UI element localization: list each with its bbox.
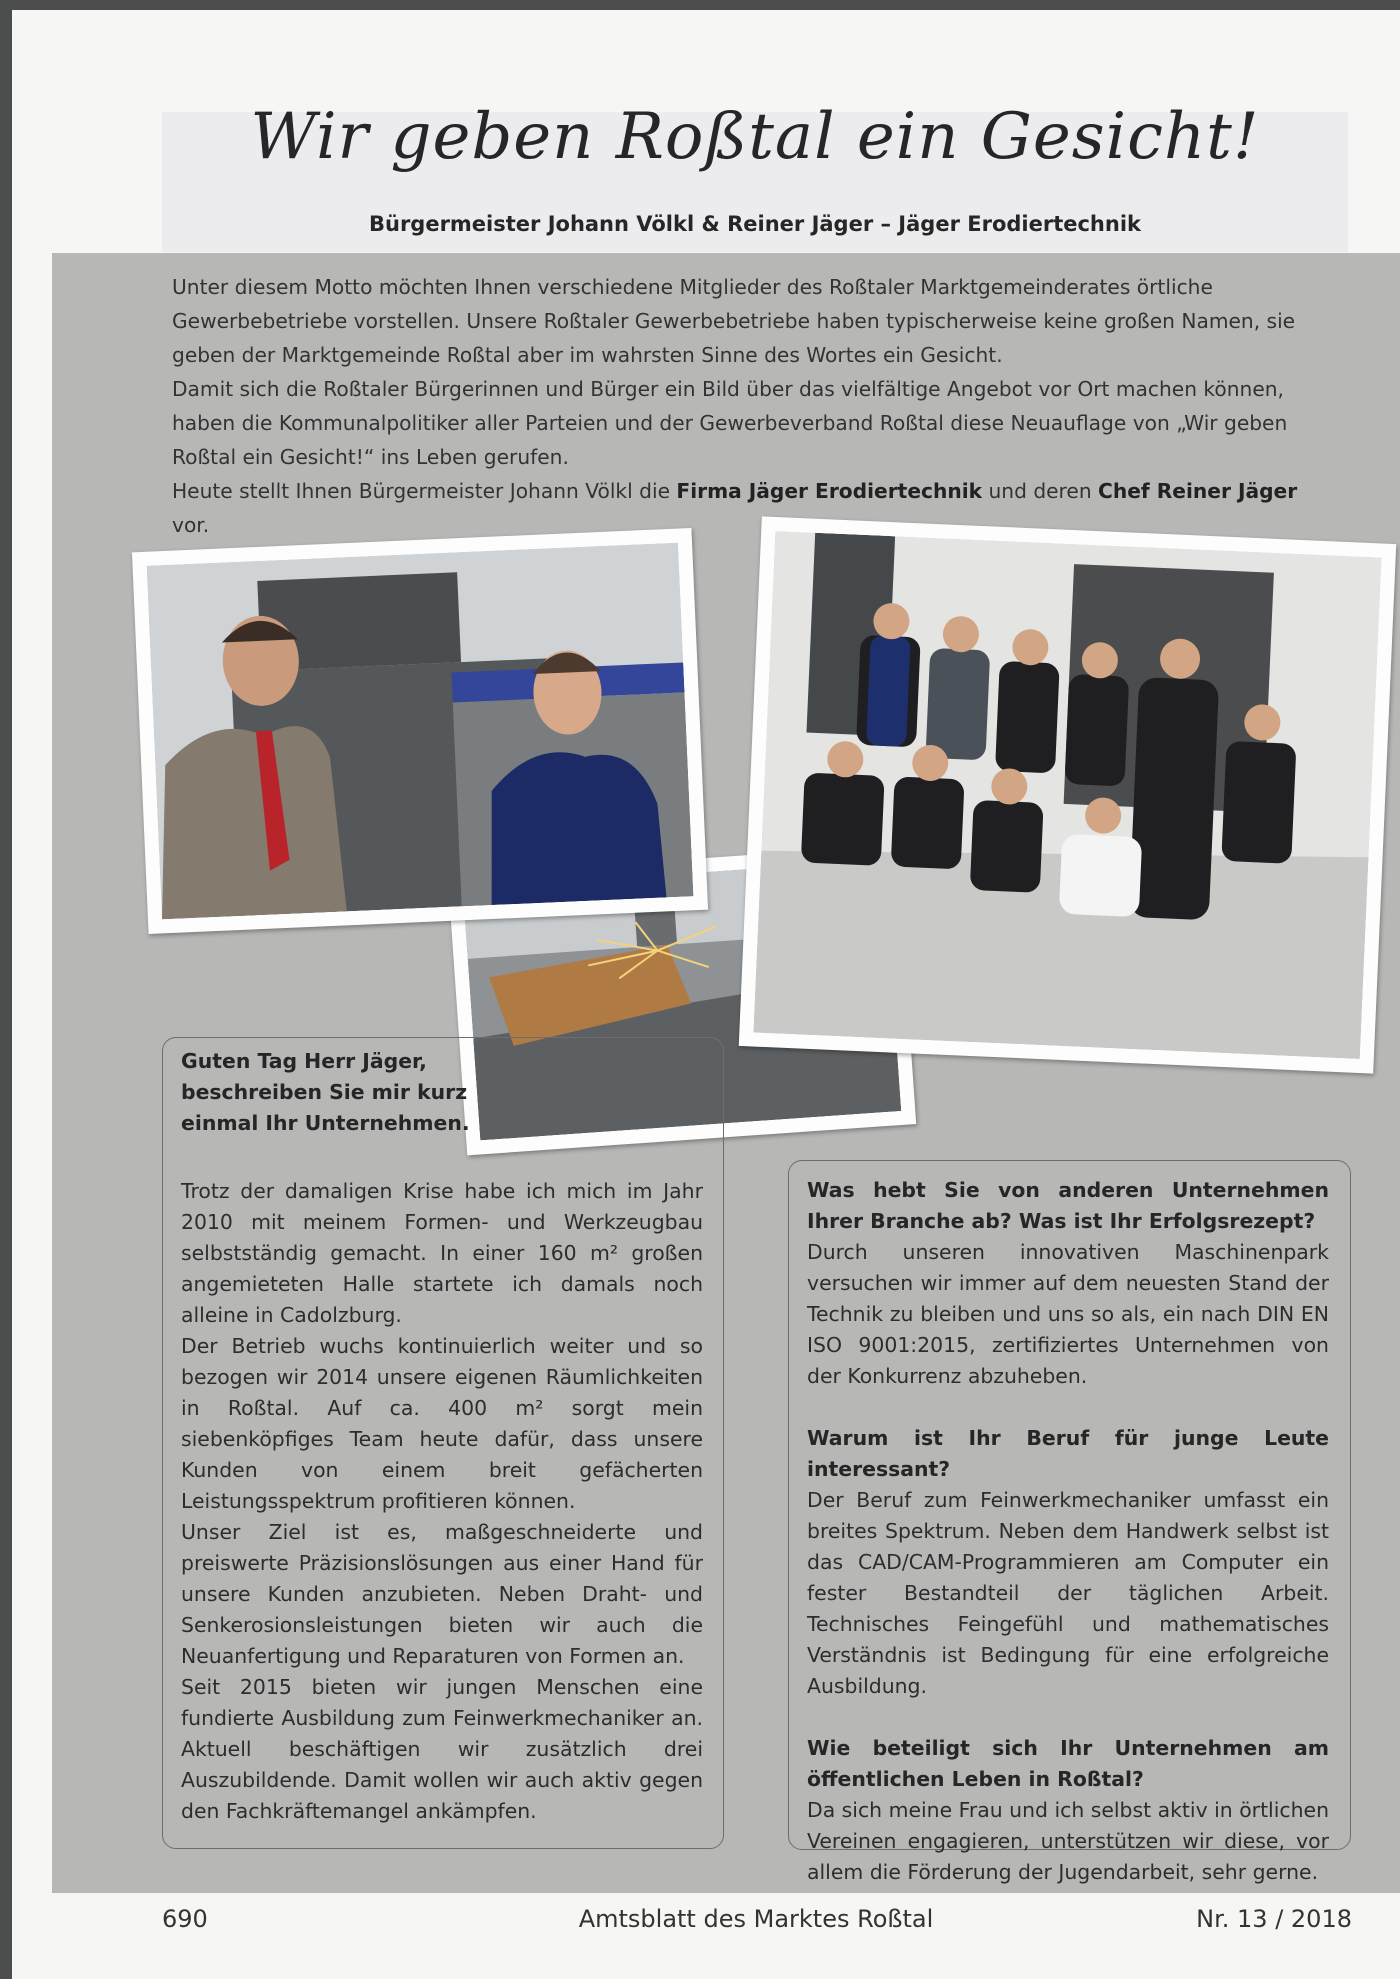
photo-mayor-and-owner bbox=[132, 528, 708, 934]
intro-paragraph-1: Unter diesem Motto möchten Ihnen verschiedene Mitglieder des Roßtaler Marktgemeinderates örtliche Gewerbebetriebe vorstellen. Unsere Roßtaler Gewerbebetriebe haben typischerweise keine großen Namen, sie geben der Marktgemeinde Roßtal aber im wahrsten Sinne des Wortes ein Gesicht. bbox=[172, 275, 1296, 367]
interview-box-left bbox=[162, 1037, 724, 1849]
interview-answer-2: Durch unseren innovativen Maschinenpark versuchen wir immer auf dem neuesten Stand der Technik zu bleiben und uns so als, ein nach DIN EN ISO 9001:2015, zertifiziertes Unternehmen von der Konkurrenz abzuheben. bbox=[807, 1240, 1329, 1388]
interview-answer-1d: Seit 2015 bieten wir jungen Menschen eine fundierte Ausbildung zum Feinwerkmechaniker an. Aktuell beschäftigen wir zusätzlich drei Auszubildende. Damit wollen wir auch aktiv gegen den Fachkräftemangel ankämpfen. bbox=[181, 1675, 703, 1823]
team-photo-image bbox=[753, 531, 1381, 1059]
intro-text bbox=[172, 270, 1320, 542]
interview-answer-3: Der Beruf zum Feinwerkmechaniker umfasst ein breites Spektrum. Neben dem Handwerk selbst ist das CAD/CAM-Programmieren am Computer ein fester Bestandteil der täglichen Arbeit. Technisches Feingefühl und mathematisches Verständnis ist Bedingung für eine erfolgreiche Ausbildung. bbox=[807, 1488, 1329, 1698]
interview-answer-1c: Unser Ziel ist es, maßgeschneiderte und preiswerte Präzisionslösungen aus einer Hand für unsere Kunden anzubieten. Neben Draht- und Senkerosionsleistungen bieten wir auch die Neuanfertigung und Reparaturen von Formen an. bbox=[181, 1520, 703, 1668]
issue-number: Nr. 13 / 2018 bbox=[1196, 1905, 1352, 1933]
interview-question-3: Warum ist Ihr Beruf für junge Leute interessant? bbox=[807, 1426, 1329, 1481]
company-name: Firma Jäger Erodiertechnik bbox=[676, 479, 983, 503]
page-number: 690 bbox=[162, 1905, 208, 1933]
interview-question-2: Was hebt Sie von anderen Unternehmen Ihrer Branche ab? Was ist Ihr Erfolgsrezept? bbox=[807, 1178, 1329, 1233]
interview-answer-1a: Trotz der damaligen Krise habe ich mich im Jahr 2010 mit meinem Formen- und Werkzeugbau selbstständig gemacht. In einer 160 m² großen angemieteten Halle startete ich damals noch alleine in Cadolzburg. bbox=[181, 1179, 703, 1327]
photo-team bbox=[739, 516, 1397, 1073]
interview-answer-1b: Der Betrieb wuchs kontinuierlich weiter und so bezogen wir 2014 unsere eigenen Räumlichkeiten in Roßtal. Auf ca. 400 m² sorgt mein siebenköpfiges Team heute dafür, dass unsere Kunden von einem breit gefächerten Leistungsspektrum profitieren können. bbox=[181, 1334, 703, 1513]
intro-paragraph-3: Heute stellt Ihnen Bürgermeister Johann Völkl die Firma Jäger Erodiertechnik und deren Chef Reiner Jäger vor. bbox=[172, 479, 1298, 537]
article-title: Wir geben Roßtal ein Gesicht! bbox=[250, 100, 1260, 174]
interview-answer-4: Da sich meine Frau und ich selbst aktiv in örtlichen Vereinen engagieren, unterstützen wir diese, vor allem die Förderung der Jugendarbeit, sehr gerne. bbox=[807, 1798, 1329, 1884]
mayor-owner-photo-image bbox=[147, 543, 694, 920]
intro-paragraph-2: Damit sich die Roßtaler Bürgerinnen und Bürger ein Bild über das vielfältige Angebot vor Ort machen können, haben die Kommunalpolitiker aller Parteien und der Gewerbeverband Roßtal diese Neuauflage von „Wir geben Roßtal ein Gesicht!“ ins Leben gerufen. bbox=[172, 377, 1288, 469]
chef-name: Chef Reiner Jäger bbox=[1098, 479, 1298, 503]
publication-name: Amtsblatt des Marktes Roßtal bbox=[578, 1905, 934, 1933]
article-subtitle: Bürgermeister Johann Völkl & Reiner Jäger – Jäger Erodiertechnik bbox=[368, 212, 1141, 236]
interview-box-right bbox=[788, 1160, 1351, 1884]
interview-question-1: Guten Tag Herr Jäger, beschreiben Sie mir kurz einmal Ihr Unternehmen. bbox=[181, 1049, 470, 1135]
interview-question-4: Wie beteiligt sich Ihr Unternehmen am öffentlichen Leben in Roßtal? bbox=[807, 1736, 1329, 1791]
